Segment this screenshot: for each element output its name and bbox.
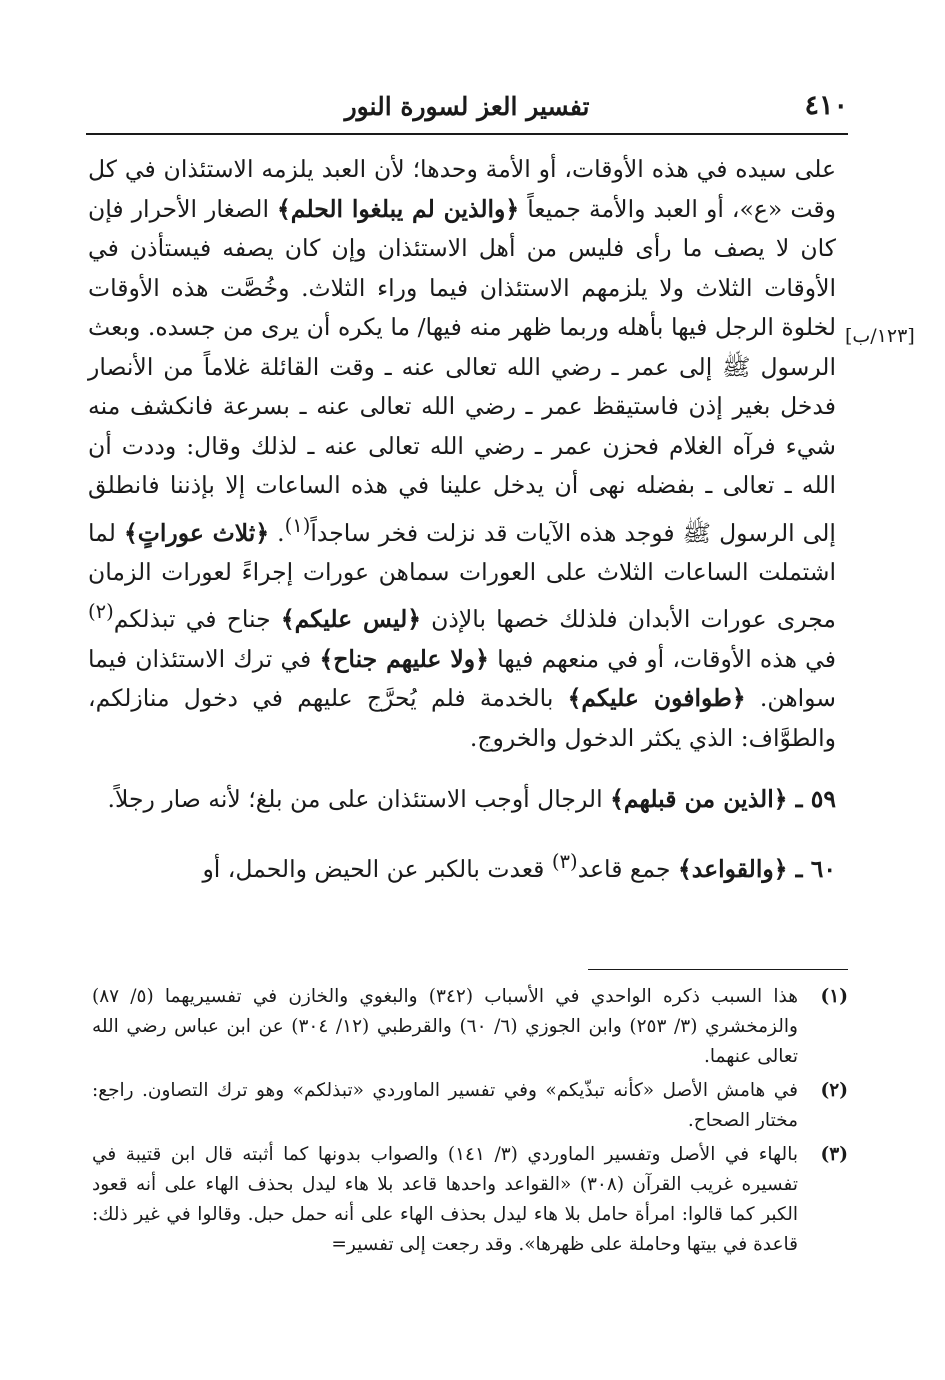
quran-quote: ﴿ثلاث عوراتٍ﴾ <box>123 518 270 547</box>
footnote-text: في هامش الأصل «كأنه تبذّيكم» وفي تفسير الماوردي «تبذلكم» وهو ترك التصاون. راجع: مختار الصحاح. <box>92 1080 798 1131</box>
verse-number: ٦٠ ـ <box>787 854 836 883</box>
footnote-separator <box>588 969 848 970</box>
text-run: قعدت بالكبر عن الحيض والحمل، أو <box>202 854 552 883</box>
quran-quote: ﴿والذين لم يبلغوا الحلم﴾ <box>277 194 520 223</box>
footnote-ref: (٣) <box>551 849 578 873</box>
quran-quote: ﴿ولا عليهم جناح﴾ <box>319 644 489 673</box>
header-rule <box>86 133 848 135</box>
running-title: تفسير العز لسورة النور <box>344 92 590 121</box>
text-run: على سيده في هذه الأوقات، أو الأمة وحدها؛ لأن العبد يلزمه الاستئذان في كل وقت «ع»، أو العبد والأمة جميعاً <box>88 155 837 223</box>
page-number: ٤١٠ <box>804 90 848 121</box>
footnote-number: (١) <box>820 986 848 1007</box>
verse-number: ٥٩ ـ <box>787 785 836 814</box>
manuscript-folio-marker: [١٢٣/ب] <box>845 325 915 347</box>
footnote-ref: (٢) <box>88 600 114 624</box>
text-run: جمع قاعد <box>577 854 678 883</box>
footnote-2 <box>92 1076 848 1136</box>
commentary-paragraph <box>88 150 836 758</box>
footnote-1 <box>92 982 848 1072</box>
verse-60-paragraph <box>88 842 836 889</box>
text-run: . <box>269 518 285 547</box>
quran-quote: ﴿الذين من قبلهم﴾ <box>610 785 788 814</box>
text-run: لما اشتملت الساعات الثلاث على العورات سماهن عورات إجراءً لعورات الزمان مجرى عورات الأبدان فلذلك خصها بالإذن <box>88 518 836 634</box>
page-header <box>86 86 848 130</box>
footnote-ref: (١) <box>284 513 311 537</box>
quran-quote: ﴿ليس عليكم﴾ <box>280 605 421 634</box>
text-run: في هذه الأوقات، أو في منعهم فيها <box>488 644 836 673</box>
footnotes <box>92 982 848 1264</box>
quran-quote: ﴿والقواعد﴾ <box>678 854 788 883</box>
text-run: بالخدمة فلم يُحرَّج عليهم في دخول منازلكم، والطوَّاف: الذي يكثر الدخول والخروج. <box>88 684 836 752</box>
footnote-text: هذا السبب ذكره الواحدي في الأسباب (٣٤٢) والبغوي والخازن في تفسيريهما (٥/ ٨٧) والزمخشري (٣/ ٢٥٣) وابن الجوزي (٦/ ٦٠) والقرطبي (١٢/ ٣٠٤) عن ابن عباس رضي الله تعالى عنهما. <box>92 986 798 1067</box>
footnote-number: (٣) <box>820 1144 848 1165</box>
quran-quote: ﴿طوافون عليكم﴾ <box>567 684 746 713</box>
main-text <box>88 150 836 889</box>
text-run: جناح في تبذلكم <box>113 605 281 634</box>
text-run: في ترك الاستئذان فيما سواهن. <box>88 644 836 713</box>
text-run: الصغار الأحرار فإن كان لا يصف ما رأى فليس من أهل الاستئذان وإن كان يصفه فيستأذن في الأوقات الثلاث ولا يلزمهم الاستئذان فيما وراء الثلاث. وخُصَّت هذه الأوقات لخلوة الرجل فيها بأهله وربما ظهر منه فيها/ ما يكره أن يرى من جسده. وبعث الرسول ﷺ إلى عمر ـ رضي الله تعالى عنه ـ وقت القائلة غلاماً من الأنصار فدخل بغير إذن فاستيقظ عمر ـ رضي الله تعالى عنه ـ بسرعة فانكشف منه شيء فرآه الغلام فحزن عمر ـ رضي الله تعالى عنه ـ لذلك وقال: وددت أن الله ـ تعالى ـ بفضله نهى أن يدخل علينا في هذه الساعات إلا بإذننا فانطلق إلى الرسول ﷺ فوجد هذه الآيات قد نزلت فخر ساجداً <box>88 194 836 547</box>
footnote-number: (٢) <box>820 1080 848 1101</box>
verse-59-paragraph <box>88 780 836 820</box>
text-run: الرجال أوجب الاستئذان على من بلغ؛ لأنه صار رجلاً. <box>107 785 611 814</box>
footnote-text: بالهاء في الأصل وتفسير الماوردي (٣/ ١٤١) والصواب بدونها كما أثبته قال ابن قتيبة في تفسيره غريب القرآن (٣٠٨) «القواعد واحدها قاعد بلا هاء ليدل بحذف الهاء على أنه قعود الكبر كما قالوا: امرأة حامل بلا هاء ليدل بحذف الهاء على أنه حمل حبل. وقالوا في غير ذلك: قاعدة في بيتها وحاملة على ظهرها». وقد رجعت إلى تفسير= <box>92 1144 798 1255</box>
footnote-3 <box>92 1140 848 1260</box>
